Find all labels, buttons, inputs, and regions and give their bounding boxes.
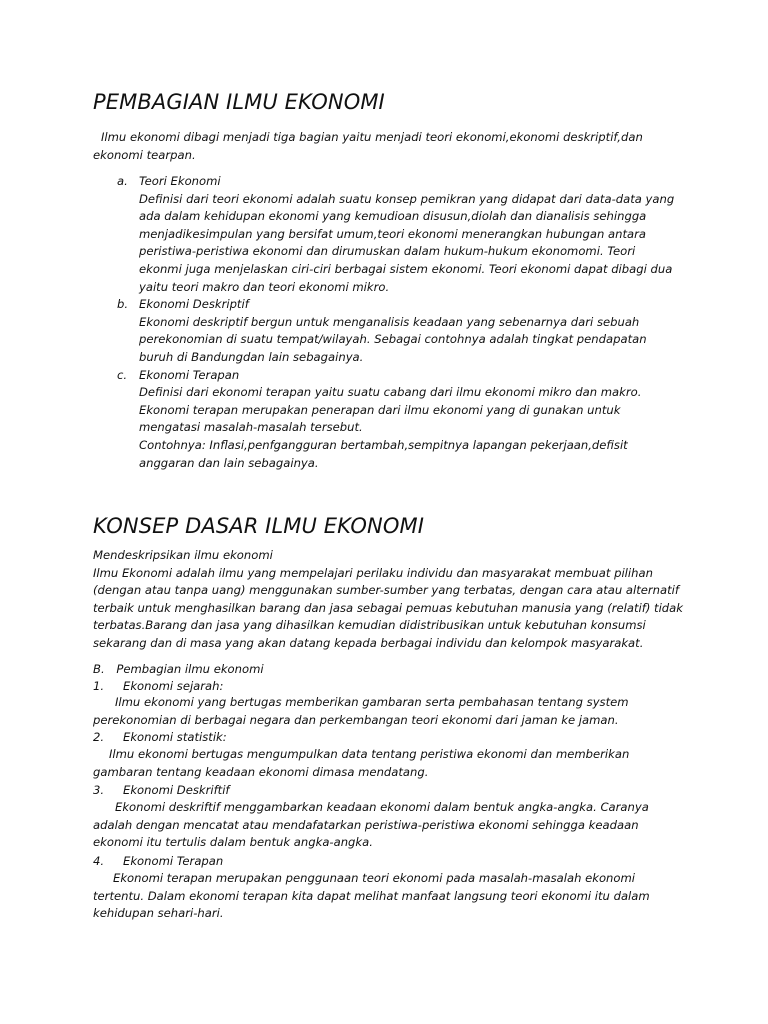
- numbered-line: Ekonomi terapan merupakan penggunaan teori ekonomi pada masalah-masalah ekonomi: [113, 871, 636, 885]
- subsection-marker: B.: [93, 662, 105, 676]
- list-item-ekonomi-deskriptif: [93, 296, 693, 366]
- section-title-pembagian: PEMBAGIAN ILMU EKONOMI: [93, 90, 385, 114]
- list-item-line: ekonmi juga menjelaskan ciri-ciri berbagai sistem ekonomi. Teori ekonomi dapat dibagi dua: [139, 261, 673, 276]
- numbered-line: Ilmu ekonomi yang bertugas memberikan gambaran serta pembahasan tentang system: [115, 695, 629, 709]
- intro-line: ekonomi tearpan.: [93, 147, 196, 162]
- numbered-line: Ilmu ekonomi bertugas mengumpulkan data tentang peristiwa ekonomi dan memberikan: [109, 747, 630, 761]
- number-marker: 3.: [93, 783, 105, 797]
- numbered-body-3: [93, 799, 693, 852]
- list-item-line: peristiwa-peristiwa ekonomi dan dirumuskan dalam hukum-hukum ekonomomi. Teori: [139, 244, 636, 259]
- list-item-heading: Teori Ekonomi: [139, 174, 221, 188]
- numbered-heading-4: [93, 853, 224, 871]
- numbered-line: ekonomi itu tertulis dalam bentuk angka-angka.: [93, 835, 373, 850]
- numbered-line: adalah dengan mencatat atau mendafatarkan peristiwa-peristiwa ekonomi sehingga keadaan: [93, 817, 639, 832]
- section-title-konsep-dasar: KONSEP DASAR ILMU EKONOMI: [93, 514, 424, 538]
- list-item-line: Definisi dari teori ekonomi adalah suatu konsep pemikran yang didapat dari data-data yang: [139, 191, 675, 206]
- list-item-line: menjadikesimpulan yang bersifat umum,teori ekonomi menerangkan hubungan antara: [139, 226, 647, 241]
- subsection-title: Pembagian ilmu ekonomi: [116, 662, 264, 676]
- numbered-line: tertentu. Dalam ekonomi terapan kita dapat melihat manfaat langsung teori ekonomi itu dalam: [93, 888, 650, 903]
- list-item-line: Definisi dari ekonomi terapan yaitu suatu cabang dari ilmu ekonomi mikro dan makro.: [139, 385, 642, 400]
- paragraph-line: Mendeskripsikan ilmu ekonomi: [93, 548, 273, 562]
- list-item-line: Contohnya: Inflasi,penfgangguran bertambah,sempitnya lapangan pekerjaan,defisit: [139, 437, 628, 452]
- paragraph-line: sekarang dan di masa yang akan datang kepada berbagai individu dan kelompok masyarakat.: [93, 635, 644, 650]
- numbered-heading-1: [93, 678, 224, 696]
- numbered-line: kehidupan sehari-hari.: [93, 906, 224, 921]
- numbered-heading-text: Ekonomi Deskriftif: [123, 783, 230, 797]
- numbered-line: gambaran tentang keadaan ekonomi dimasa mendatang.: [93, 764, 429, 779]
- numbered-line: perekonomian di berbagai negara dan perkembangan teori ekonomi dari jaman ke jaman.: [93, 712, 619, 727]
- numbered-heading-text: Ekonomi statistik:: [123, 730, 227, 744]
- numbered-line: Ekonomi deskriftif menggambarkan keadaan ekonomi dalam bentuk angka-angka. Caranya: [115, 800, 649, 814]
- list-item-line: Ekonomi terapan merupakan penerapan dari ilmu ekonomi yang di gunakan untuk: [139, 402, 621, 417]
- list-item-line: ada dalam kehidupan ekonomi yang kemudioan disusun,diolah dan dianalisis sehingga: [139, 209, 647, 224]
- paragraph-line: terbatas.Barang dan jasa yang dihasilkan kemudian didistribusikan untuk kebutuhan konsumsi: [93, 618, 646, 633]
- list-marker: a.: [117, 174, 128, 188]
- numbered-heading-text: Ekonomi sejarah:: [123, 679, 224, 693]
- paragraph-line: terbaik untuk menghasilkan barang dan jasa sebagai pemuas kebutuhan manusia yang (relatif) tidak: [93, 600, 683, 615]
- number-marker: 1.: [93, 679, 105, 693]
- list-item-line: buruh di Bandungdan lain sebagainya.: [139, 349, 364, 364]
- numbered-heading-3: [93, 782, 230, 800]
- number-marker: 2.: [93, 730, 105, 744]
- intro-line: Ilmu ekonomi dibagi menjadi tiga bagian yaitu menjadi teori ekonomi,ekonomi deskriptif,dan: [101, 130, 643, 144]
- numbered-heading-2: [93, 729, 227, 747]
- list-item-line: anggaran dan lain sebagainya.: [139, 455, 319, 470]
- intro-paragraph: [93, 129, 693, 164]
- list-item-line: perekonomian di suatu tempat/wilayah. Sebagai contohnya adalah tingkat pendapatan: [139, 332, 647, 347]
- list-item-heading: Ekonomi Deskriptif: [139, 297, 249, 312]
- konsep-paragraph: [93, 547, 693, 653]
- list-item-teori-ekonomi: [93, 173, 693, 296]
- numbered-body-4: [93, 870, 693, 923]
- list-item-line: yaitu teori makro dan teori ekonomi mikro.: [139, 279, 390, 294]
- subsection-b-heading: [93, 661, 264, 679]
- paragraph-line: Ilmu Ekonomi adalah ilmu yang mempelajari perilaku individu dan masyarakat membuat pilihan: [93, 565, 653, 580]
- list-item-ekonomi-terapan: [93, 367, 693, 473]
- list-marker: b.: [117, 297, 129, 312]
- lettered-list: [93, 173, 693, 472]
- list-marker: c.: [117, 367, 128, 382]
- list-item-heading: Ekonomi Terapan: [139, 367, 240, 382]
- number-marker: 4.: [93, 854, 105, 868]
- numbered-body-2: [93, 746, 693, 781]
- list-item-line: mengatasi masalah-masalah tersebut.: [139, 420, 363, 435]
- paragraph-line: (dengan atau tanpa uang) menggunakan sumber-sumber yang terbatas, dengan cara atau alternatif: [93, 583, 679, 598]
- list-item-line: Ekonomi deskriptif bergun untuk menganalisis keadaan yang sebenarnya dari sebuah: [139, 314, 640, 329]
- numbered-body-1: [93, 694, 693, 729]
- numbered-heading-text: Ekonomi Terapan: [123, 854, 224, 868]
